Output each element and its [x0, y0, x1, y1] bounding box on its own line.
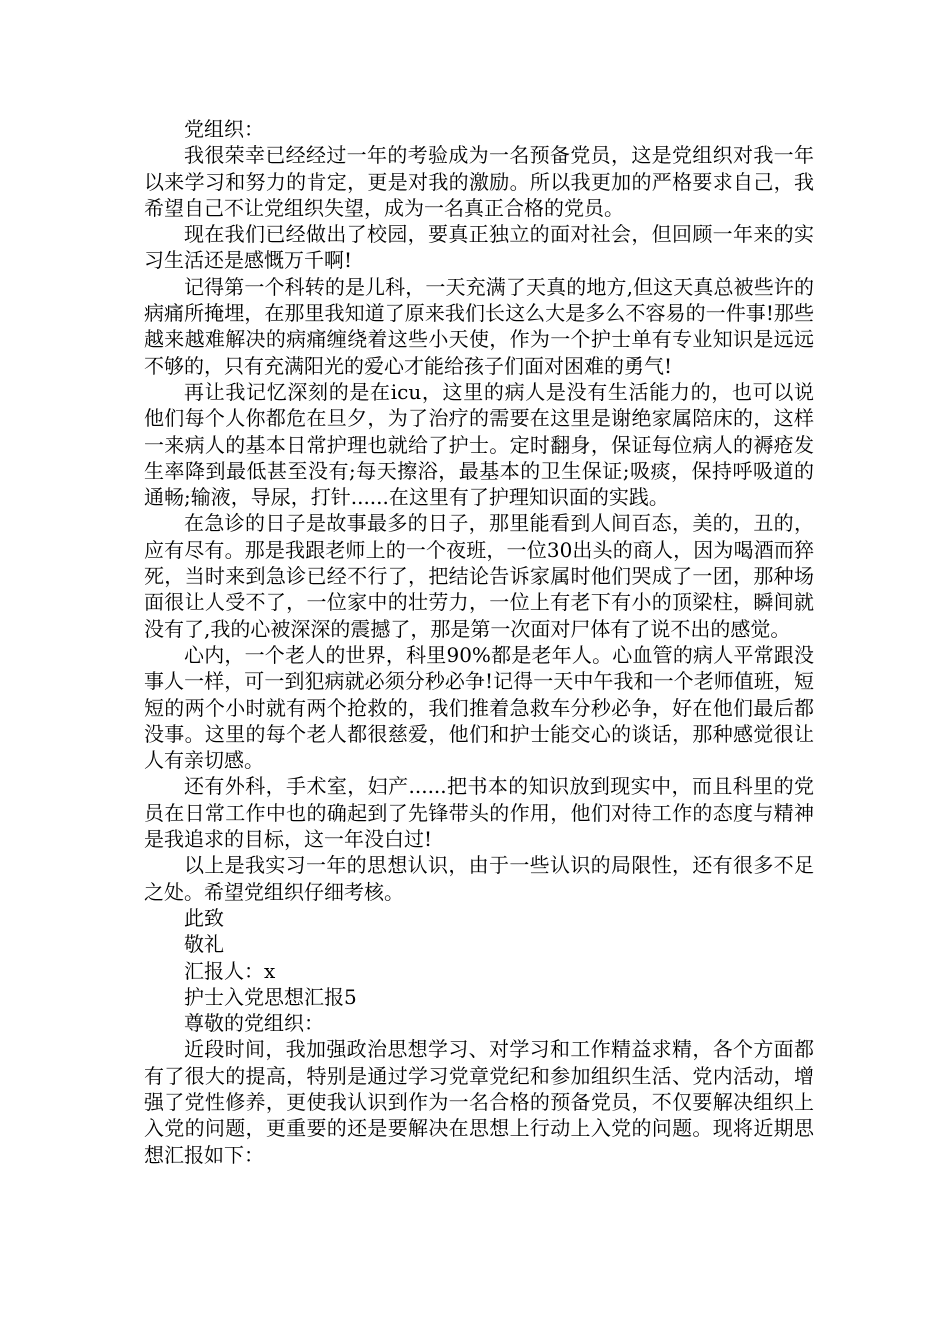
section-title: 护士入党思想汇报5	[184, 984, 357, 1009]
reporter-line: 汇报人：x	[184, 958, 276, 983]
body-paragraph: 以上是我实习一年的思想认识，由于一些认识的局限性，还有很多不足之处。希望党组织仔细考核。	[144, 853, 814, 904]
body-paragraph: 还有外科，手术室，妇产......把书本的知识放到现实中，而且科里的党员在日常工作中也的确起到了先锋带头的作用，他们对待工作的态度与精神是我追求的目标，这一年没白过!	[144, 774, 814, 852]
body-paragraph: 现在我们已经做出了校园，要真正独立的面对社会，但回顾一年来的实习生活还是感慨万千啊!	[144, 222, 814, 273]
salutation-line: 党组织：	[184, 117, 264, 141]
salutation-line: 尊敬的党组织：	[184, 1011, 324, 1036]
document-body	[144, 116, 814, 1168]
body-paragraph: 在急诊的日子是故事最多的日子，那里能看到人间百态，美的，丑的，应有尽有。那是我跟老师上的一个夜班，一位30出头的商人，因为喝酒而猝死，当时来到急诊已经不行了，把结论告诉家属时他们哭成了一团，那种场面很让人受不了，一位家中的壮劳力，一位上有老下有小的顶梁柱，瞬间就没有了,我的心被深深的震撼了，那是第一次面对尸体有了说不出的感觉。	[144, 511, 814, 641]
body-paragraph: 心内，一个老人的世界，科里90%都是老年人。心血管的病人平常跟没事人一样，可一到犯病就必须分秒必争!记得一天中午我和一个老师值班，短短的两个小时就有两个抢救的，我们推着急救车分秒必争，好在他们最后都没事。这里的每个老人都很慈爱，他们和护士能交心的谈话，那种感觉很让人有亲切感。	[144, 642, 814, 773]
body-paragraph: 记得第一个科转的是儿科，一天充满了天真的地方,但这天真总被些许的病痛所掩埋，在那里我知道了原来我们长这么大是多么不容易的一件事!那些越来越难解决的病痛缠绕着这些小天使，作为一个护士单有专业知识是远远不够的，只有充满阳光的爱心才能给孩子们面对困难的勇气!	[144, 274, 814, 378]
body-paragraph: 再让我记忆深刻的是在icu，这里的病人是没有生活能力的，也可以说他们每个人你都危在旦夕，为了治疗的需要在这里是谢绝家属陪床的，这样一来病人的基本日常护理也就给了护士。定时翻身，保证每位病人的褥疮发生率降到最低甚至没有;每天擦浴，最基本的卫生保证;吸痰，保持呼吸道的通畅;输液，导尿，打针......在这里有了护理知识面的实践。	[144, 379, 814, 510]
closing-line: 敬礼	[184, 932, 224, 957]
body-paragraph: 近段时间，我加强政治思想学习、对学习和工作精益求精，各个方面都有了很大的提高，特别是通过学习党章党纪和参加组织生活、党内活动，增强了党性修养，更使我认识到作为一名合格的预备党员，不仅要解决组织上入党的问题，更重要的还是要解决在思想上行动上入党的问题。现将近期思想汇报如下：	[144, 1037, 814, 1167]
closing-line: 此致	[184, 905, 224, 930]
body-paragraph: 我很荣幸已经经过一年的考验成为一名预备党员，这是党组织对我一年以来学习和努力的肯定，更是对我的激励。所以我更加的严格要求自己，我希望自己不让党组织失望，成为一名真正合格的党员。	[144, 143, 814, 220]
